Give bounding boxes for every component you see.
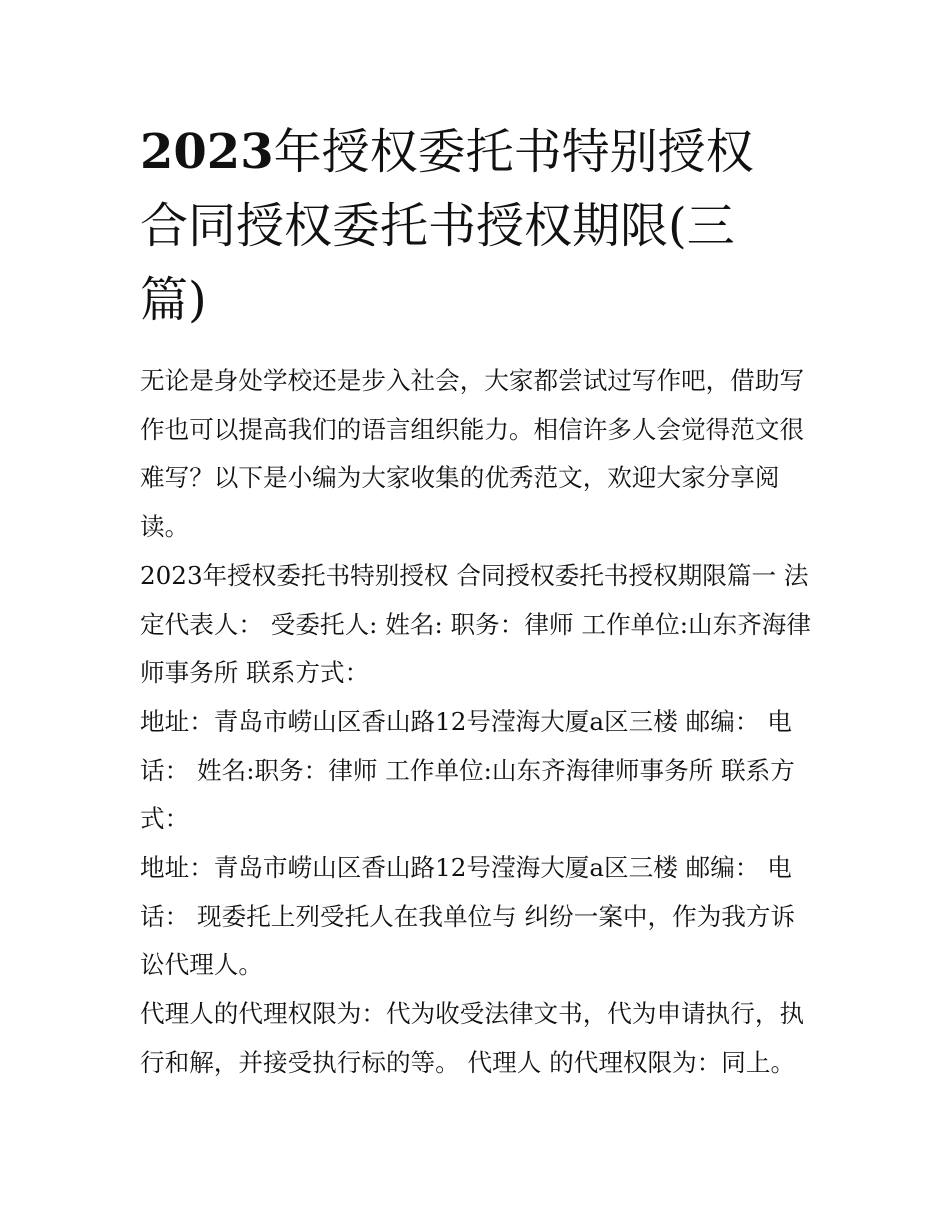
authority-paragraph bbox=[140, 990, 820, 1087]
address-paragraph bbox=[140, 698, 820, 844]
intro-paragraph bbox=[140, 357, 820, 552]
title-year: 2023 bbox=[140, 124, 274, 180]
title-line: 合同授权委托书授权期限(三 bbox=[140, 198, 735, 254]
title-line: 篇) bbox=[140, 272, 207, 328]
text-line: 话： 姓名:职务：律师 工作单位:山东齐海律师事务所 联系方 bbox=[140, 755, 795, 785]
text-line: 行和解，并接受执行标的等。 代理人 的代理权限为：同上。 bbox=[140, 1047, 796, 1077]
text-line: 地址：青岛市崂山区香山路12号滢海大厦a区三楼 邮编： 电 bbox=[140, 706, 792, 736]
text-line: 师事务所 联系方式： bbox=[140, 658, 370, 688]
document-body bbox=[140, 357, 820, 1088]
text-line: 话： 现委托上列受托人在我单位与 纠纷一案中，作为我方诉 bbox=[140, 901, 796, 931]
address-paragraph bbox=[140, 844, 820, 990]
section-heading-paragraph bbox=[140, 552, 820, 698]
text-line: 读。 bbox=[140, 512, 190, 542]
title-text: 年授权委托书特别授权 bbox=[273, 124, 754, 180]
document-title bbox=[140, 115, 820, 337]
text-line: 作也可以提高我们的语言组织能力。相信许多人会觉得范文很 bbox=[140, 414, 805, 444]
text-line: 无论是身处学校还是步入社会，大家都尝试过写作吧，借助写 bbox=[140, 366, 805, 395]
text-line: 定代表人： 受委托人: 姓名: 职务：律师 工作单位:山东齐海律 bbox=[140, 609, 811, 639]
text-line: 地址：青岛市崂山区香山路12号滢海大厦a区三楼 邮编： 电 bbox=[140, 853, 792, 883]
text-line: 代理人的代理权限为：代为收受法律文书，代为申请执行，执 bbox=[140, 999, 805, 1029]
text-line: 式： bbox=[140, 804, 190, 834]
text-line: 难写？以下是小编为大家收集的优秀范文，欢迎大家分享阅 bbox=[140, 463, 780, 493]
text-line: 2023年授权委托书特别授权 合同授权委托书授权期限篇一 法 bbox=[140, 560, 809, 590]
title-line bbox=[140, 115, 820, 189]
text-line: 讼代理人。 bbox=[140, 950, 263, 980]
